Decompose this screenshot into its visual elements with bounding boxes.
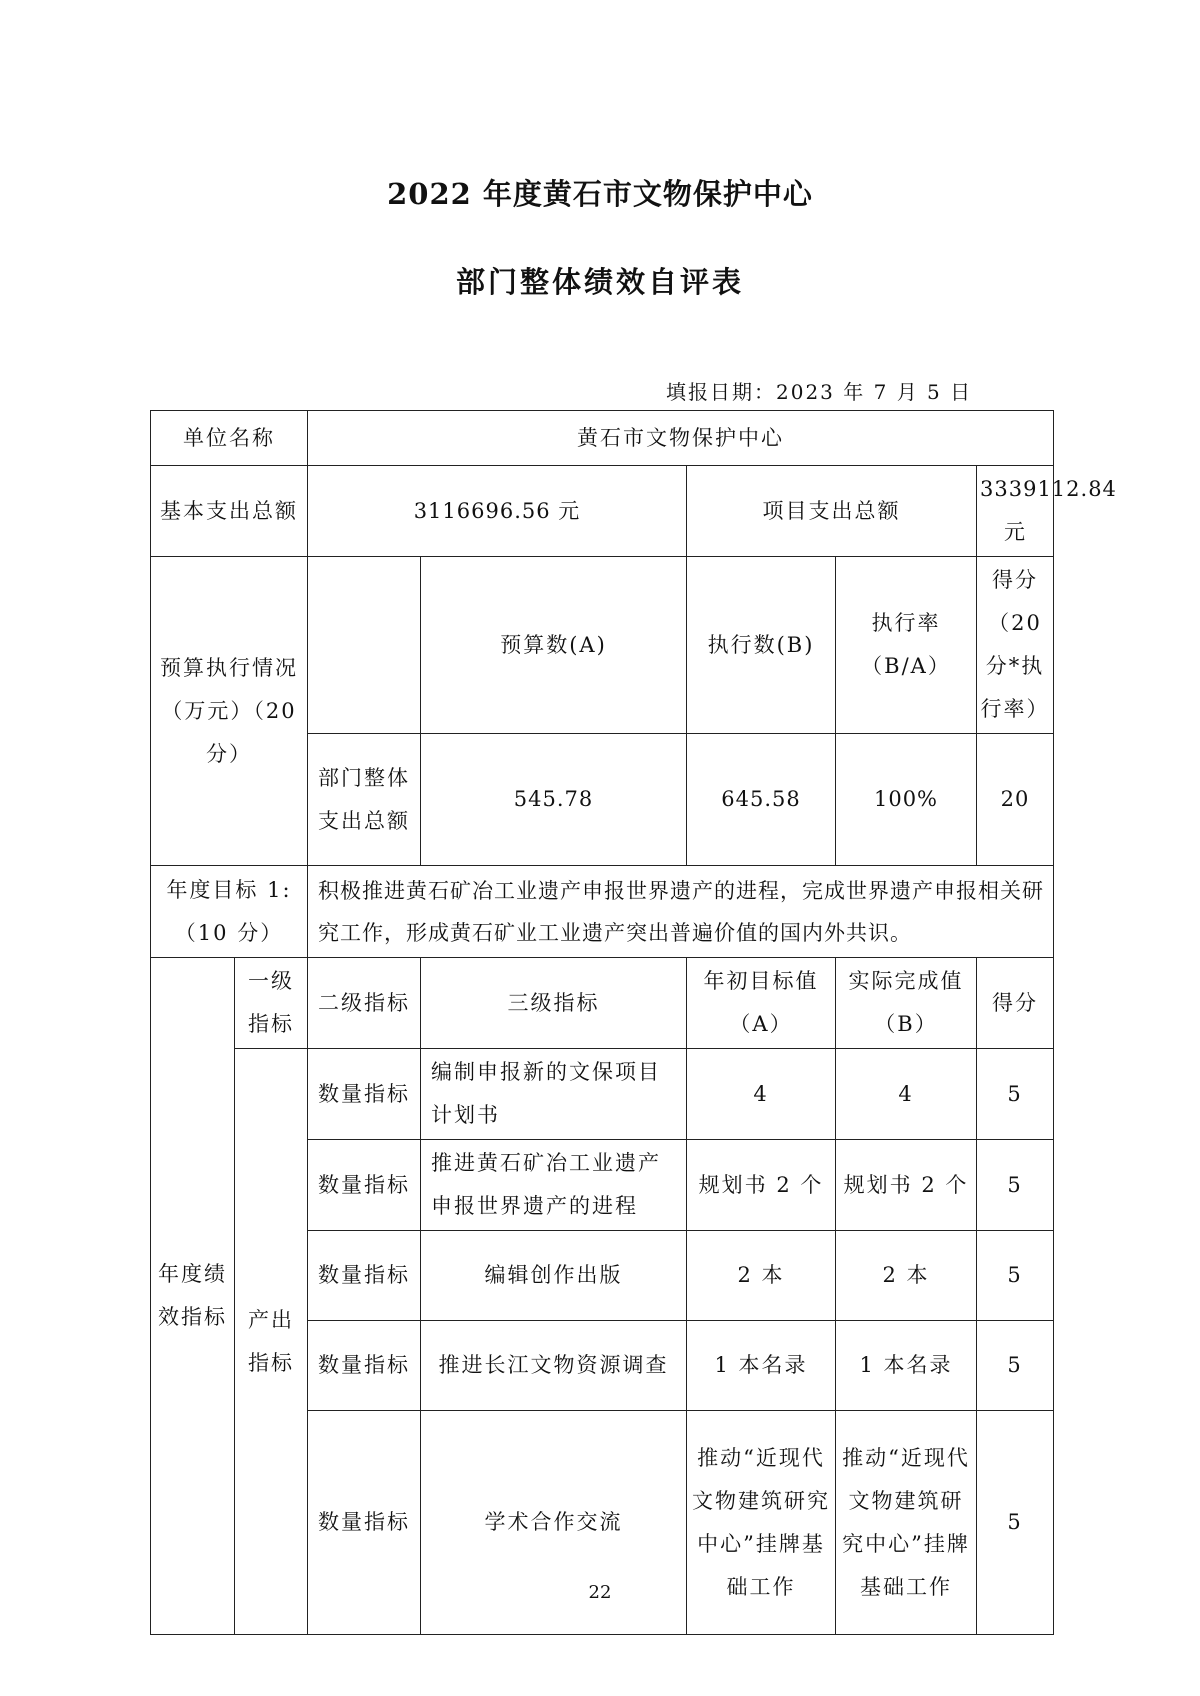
annual-goal-text: 积极推进黄石矿冶工业遗产申报世界遗产的进程，完成世界遗产申报相关研究工作，形成黄石矿业工业遗产突出普遍价值的国内外共识。 [308,866,1054,958]
row2-score: 5 [977,1140,1054,1231]
budget-header-a: 预算数(A) [421,557,687,734]
row1-target: 4 [687,1049,836,1140]
header-level3: 三级指标 [421,958,687,1049]
budget-b-value: 645.58 [687,734,836,866]
unit-name-label: 单位名称 [151,411,308,466]
row2-actual: 规划书 2 个 [836,1140,977,1231]
row5-actual: 推动“近现代文物建筑研究中心”挂牌基础工作 [836,1411,977,1635]
budget-a-value: 545.78 [421,734,687,866]
project-expenditure-label: 项目支出总额 [687,466,977,557]
page-number: 22 [588,1582,612,1603]
self-evaluation-table [150,410,1117,1635]
row4-level3: 推进长江文物资源调查 [421,1321,687,1411]
unit-name-value: 黄石市文物保护中心 [308,411,1054,466]
performance-indicator-label: 年度绩效指标 [151,958,235,1635]
budget-row-label: 部门整体支出总额 [308,734,421,866]
header-level2: 二级指标 [308,958,421,1049]
row5-level3: 学术合作交流 [421,1411,687,1635]
level1-output-indicator: 产出指标 [235,1049,308,1635]
row5-target: 推动“近现代文物建筑研究中心”挂牌基础工作 [687,1411,836,1635]
row1-score: 5 [977,1049,1054,1140]
budget-header-rate: 执行率（B/A） [836,557,977,734]
basic-expenditure-label: 基本支出总额 [151,466,308,557]
budget-score-value: 20 [977,734,1054,866]
header-target: 年初目标值（A） [687,958,836,1049]
budget-header-b: 执行数(B) [687,557,836,734]
row3-level2: 数量指标 [308,1231,421,1321]
row4-score: 5 [977,1321,1054,1411]
row1-level3: 编制申报新的文保项目计划书 [421,1049,687,1140]
fill-date: 填报日期：2023 年 7 月 5 日 [666,380,973,404]
row2-level3: 推进黄石矿冶工业遗产申报世界遗产的进程 [421,1140,687,1231]
budget-header-blank [308,557,421,734]
row2-level2: 数量指标 [308,1140,421,1231]
header-score: 得分 [977,958,1054,1049]
row3-target: 2 本 [687,1231,836,1321]
budget-rate-value: 100% [836,734,977,866]
project-expenditure-value: 3339112.84 元 [977,466,1054,557]
basic-expenditure-value: 3116696.56 元 [308,466,687,557]
row1-level2: 数量指标 [308,1049,421,1140]
page-title-line1: 2022 年度黄石市文物保护中心 [387,177,813,211]
row3-actual: 2 本 [836,1231,977,1321]
row4-actual: 1 本名录 [836,1321,977,1411]
header-level1: 一级指标 [235,958,308,1049]
row3-score: 5 [977,1231,1054,1321]
row3-level3: 编辑创作出版 [421,1231,687,1321]
row4-level2: 数量指标 [308,1321,421,1411]
row1-actual: 4 [836,1049,977,1140]
header-actual: 实际完成值（B） [836,958,977,1049]
row2-target: 规划书 2 个 [687,1140,836,1231]
row4-target: 1 本名录 [687,1321,836,1411]
annual-goal-label: 年度目标 1:（10 分） [151,866,308,958]
row5-score: 5 [977,1411,1054,1635]
row5-level2: 数量指标 [308,1411,421,1635]
budget-header-score: 得分（20分*执行率） [977,557,1054,734]
page-title-line2: 部门整体绩效自评表 [455,265,744,299]
budget-execution-label: 预算执行情况（万元）（20 分） [151,557,308,866]
